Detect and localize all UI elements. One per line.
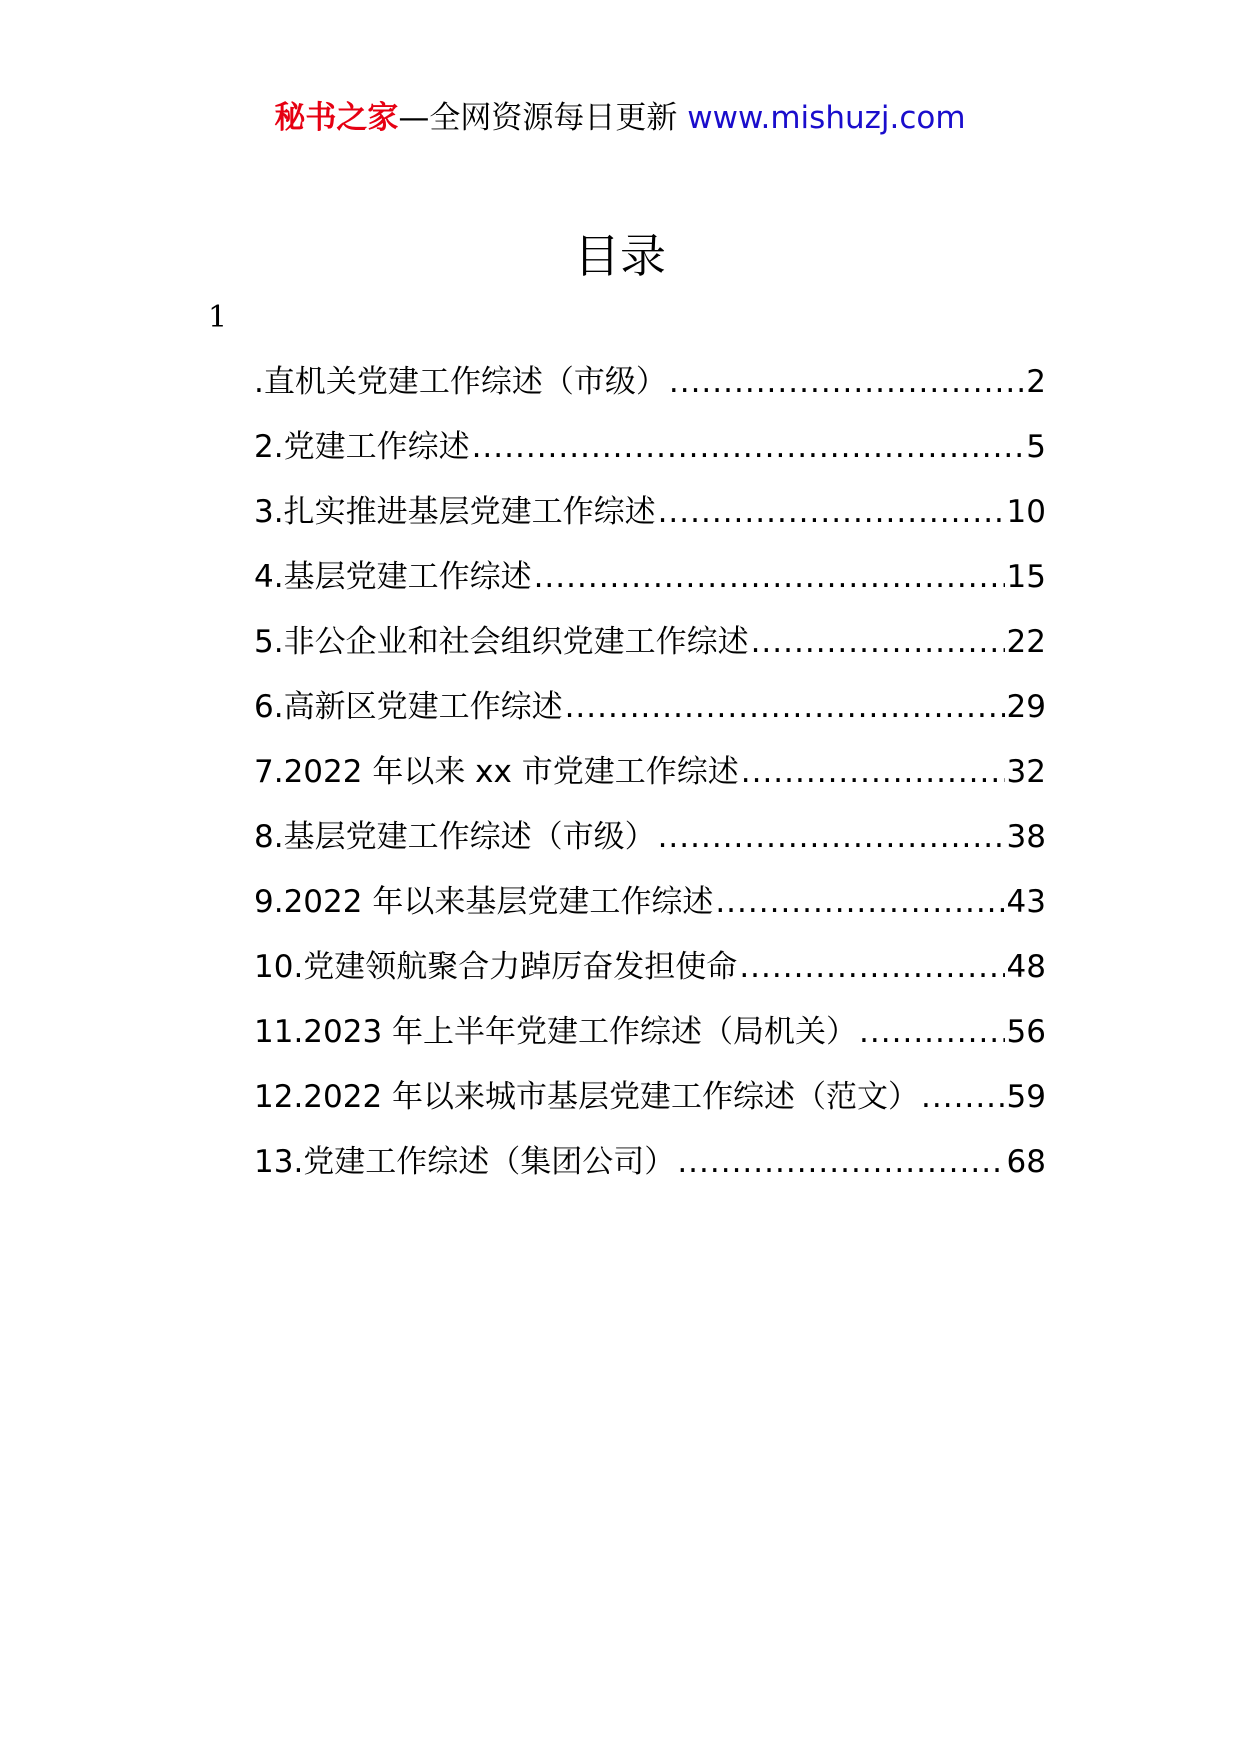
toc-page-number: 43	[1006, 884, 1046, 920]
toc-dot-leader	[677, 1142, 1004, 1182]
toc-entry[interactable]	[254, 752, 1046, 817]
toc-page-number: 22	[1006, 624, 1046, 660]
site-header	[0, 98, 1240, 138]
toc-page-number: 48	[1006, 949, 1046, 985]
toc-entry-title: .直机关党建工作综述（市级）	[254, 364, 667, 400]
page-number-marker: 1	[208, 300, 228, 335]
toc-page-number: 29	[1006, 689, 1046, 725]
toc-dot-leader	[658, 817, 1005, 857]
toc-entry[interactable]	[254, 557, 1046, 622]
toc-entry[interactable]	[254, 622, 1046, 687]
toc-entry-title: 7.2022 年以来 xx 市党建工作综述	[254, 754, 739, 790]
toc-entry-title: 2.党建工作综述	[254, 429, 470, 465]
toc-page-number: 5	[1026, 429, 1046, 465]
toc-page-number: 15	[1006, 559, 1046, 595]
table-of-contents	[254, 362, 1046, 1207]
toc-dot-leader	[921, 1077, 1005, 1117]
page-title: 目录	[574, 229, 666, 283]
toc-entry[interactable]	[254, 1077, 1046, 1142]
toc-entry[interactable]	[254, 362, 1046, 427]
toc-entry-title: 9.2022 年以来基层党建工作综述	[254, 884, 714, 920]
toc-entry[interactable]	[254, 687, 1046, 752]
toc-entry-title: 8.基层党建工作综述（市级）	[254, 819, 656, 855]
toc-entry-title: 5.非公企业和社会组织党建工作综述	[254, 624, 749, 660]
toc-dot-leader	[741, 752, 1005, 792]
toc-entry[interactable]	[254, 947, 1046, 1012]
toc-page-number: 56	[1006, 1014, 1046, 1050]
toc-dot-leader	[739, 947, 1004, 987]
toc-page-number: 2	[1026, 364, 1046, 400]
toc-dot-leader	[472, 427, 1025, 467]
toc-entry[interactable]	[254, 1142, 1046, 1207]
brand-name: 秘书之家	[274, 100, 399, 136]
toc-entry-title: 6.高新区党建工作综述	[254, 689, 563, 725]
toc-dot-leader	[859, 1012, 1005, 1052]
toc-page-number: 38	[1006, 819, 1046, 855]
toc-entry-title: 4.基层党建工作综述	[254, 559, 532, 595]
toc-entry-title: 3.扎实推进基层党建工作综述	[254, 494, 656, 530]
toc-entry[interactable]	[254, 882, 1046, 947]
toc-page-number: 32	[1006, 754, 1046, 790]
toc-dot-leader	[565, 687, 1005, 727]
toc-entry[interactable]	[254, 817, 1046, 882]
toc-entry[interactable]	[254, 427, 1046, 492]
toc-entry-title: 12.2022 年以来城市基层党建工作综述（范文）	[254, 1079, 920, 1115]
site-url-link[interactable]: www.mishuzj.com	[687, 100, 966, 136]
toc-dot-leader	[715, 882, 1004, 922]
toc-entry-title: 13.党建工作综述（集团公司）	[254, 1144, 676, 1180]
toc-dot-leader	[669, 362, 1024, 402]
toc-page-number: 10	[1006, 494, 1046, 530]
toc-entry-title: 11.2023 年上半年党建工作综述（局机关）	[254, 1014, 858, 1050]
toc-entry[interactable]	[254, 492, 1046, 557]
toc-page-number: 68	[1006, 1144, 1046, 1180]
header-slogan: —全网资源每日更新	[398, 100, 678, 136]
toc-page-number: 59	[1006, 1079, 1046, 1115]
toc-dot-leader	[658, 492, 1005, 532]
toc-dot-leader	[534, 557, 1005, 597]
toc-entry[interactable]	[254, 1012, 1046, 1077]
toc-entry-title: 10.党建领航聚合力踔厉奋发担使命	[254, 949, 738, 985]
toc-dot-leader	[751, 622, 1005, 662]
